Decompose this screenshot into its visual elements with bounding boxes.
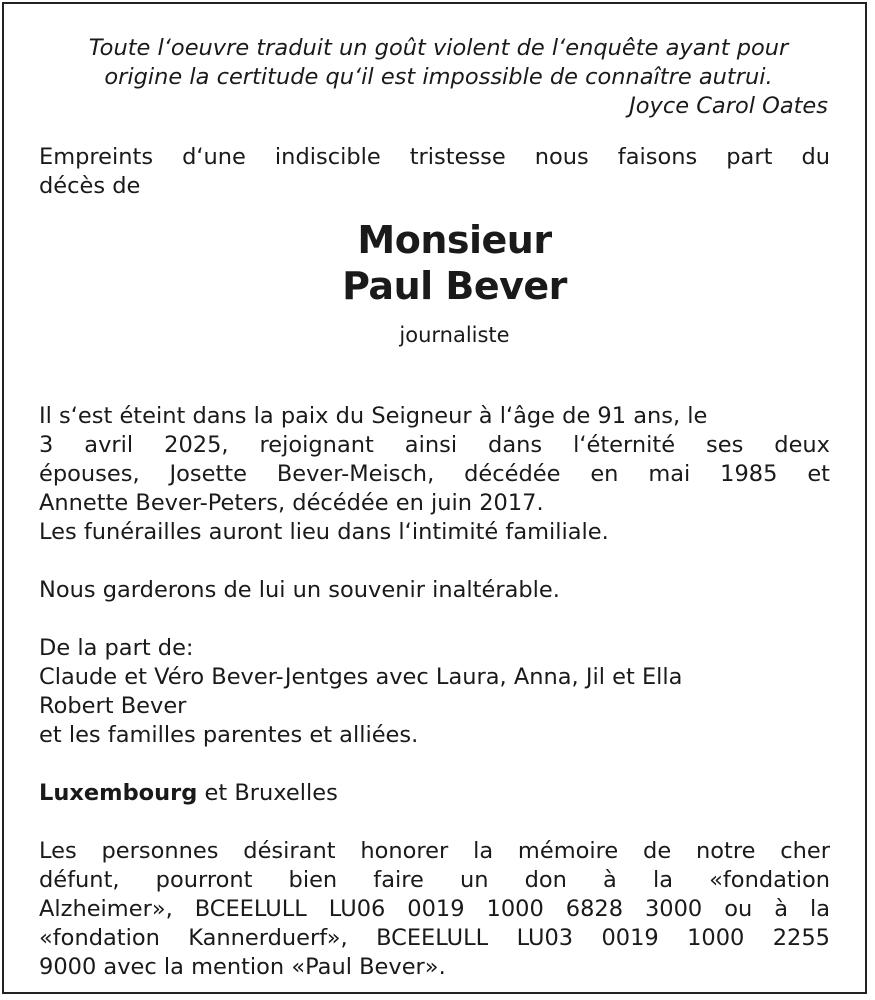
quote-line-1: Toute l‘oeuvre traduit un goût violent de l‘enquête ayant pour [88,35,789,61]
donation-line-1: Les personnes désirant honorer la mémoire de notre cher [39,838,830,864]
donation-paragraph [39,837,830,982]
obituary-notice [2,2,867,994]
donation-line-4: «fondation Kannerduerf», BCEELULL LU03 0019 1000 2255 [39,925,830,951]
death-line-5: Les funérailles auront lieu dans l‘intimité familiale. [39,519,609,545]
quote-line-2: origine la certitude qu‘il est impossible de connaître autrui. [104,64,773,90]
donation-line-5: 9000 avec la mention «Paul Bever». [39,954,446,980]
place-city-bold: Luxembourg [39,780,198,806]
death-line-3: épouses, Josette Bever-Meisch, décédée en mai 1985 et [39,461,830,487]
deceased-name: Paul Bever [342,264,567,308]
intro-paragraph [39,143,830,201]
deceased-title: Monsieur [357,218,552,262]
death-line-2: 3 avril 2025, rejoignant ainsi dans l‘éternité ses deux [39,432,830,458]
donation-line-3: Alzheimer», BCEELULL LU06 0019 1000 6828 3000 ou à la [39,896,830,922]
deceased-name-block [39,217,830,349]
place-rest: et Bruxelles [197,780,338,806]
deceased-occupation: journaliste [399,323,510,347]
place-line [39,779,830,808]
donation-line-2: défunt, pourront bien faire un don à la «fondation [39,867,830,893]
memory-line: Nous garderons de lui un souvenir inaltérable. [39,577,560,603]
from-paragraph [39,634,830,750]
quote-author: Joyce Carol Oates [629,93,828,119]
death-line-1: Il s‘est éteint dans la paix du Seigneur à l‘âge de 91 ans, le [39,403,708,429]
from-line-2: Robert Bever [39,693,187,719]
intro-line-1: Empreints d‘une indiscible tristesse nous faisons part du [39,144,830,170]
memory-paragraph [39,576,830,605]
from-heading: De la part de: [39,635,194,661]
intro-line-2: décès de [39,173,141,199]
notice-content [39,34,830,982]
death-paragraph [39,402,830,547]
place-paragraph [39,779,830,808]
death-line-4: Annette Bever-Peters, décédée en juin 2017. [39,490,544,516]
epigraph-quote [39,34,830,121]
from-line-3: et les familles parentes et alliées. [39,722,419,748]
from-line-1: Claude et Véro Bever-Jentges avec Laura, Anna, Jil et Ella [39,664,683,690]
